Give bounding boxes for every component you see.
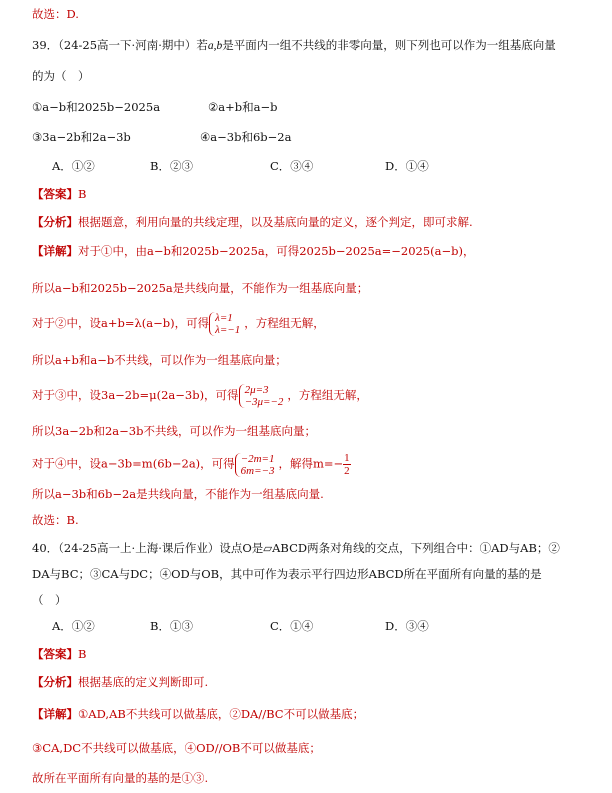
q39-option-b: B．②③: [150, 159, 193, 173]
q39-detail-3-eq1: λ=1: [215, 312, 233, 324]
q39-detail-5-eq2: −3μ=−2: [244, 396, 284, 408]
q39-detail-1-text: 对于①中，由a−b和2025b−2025a，可得2025b−2025a=−2025(a−b)，: [78, 244, 475, 258]
q39-analysis: [32, 214, 473, 230]
q39-detail-3-eq2: λ=−1: [215, 324, 241, 336]
q39-option-a: A．①②: [52, 159, 95, 173]
q40-analysis: [32, 674, 208, 690]
q39-detail-5-post: ，方程组无解，: [287, 388, 368, 402]
q39-detail-3-pre: 对于②中，设a+b=λ(a−b)，可得: [32, 316, 210, 330]
q39-detail-3: [32, 312, 325, 336]
q39-detail-2: 所以a−b和2025b−2025a是共线向量，不能作为一组基底向量；: [32, 281, 369, 295]
q40-answer: [32, 646, 86, 662]
q39-stem-vars: a,b: [207, 40, 223, 52]
q40-option-a: A．①②: [52, 619, 95, 633]
q40-option-c: C．①④: [270, 619, 314, 633]
q39-detail-3-post: ，方程组无解，: [244, 316, 325, 330]
q39-detail-7-system: [235, 453, 279, 477]
q39-analysis-label: 【分析】: [32, 215, 78, 229]
q39-item-2: ②a+b和a−b: [208, 100, 278, 114]
q40-detail-label: 【详解】: [32, 707, 78, 721]
q39-conclusion: 故选：B.: [32, 513, 79, 527]
q40-detail-2: ③CA,DC不共线可以做基底，④OD//OB不可以做基底；: [32, 741, 321, 755]
q39-item-4: ④a−3b和6b−2a: [200, 130, 292, 144]
q40-answer-label: 【答案】: [32, 647, 78, 661]
q39-stem-b: 是平面内一组不共线的非零向量，则下列也可以作为一组基底向量: [222, 38, 556, 52]
q39-number: 39．: [32, 38, 59, 52]
q39-detail-7-pre: 对于④中，设a−3b=m(6b−2a)，可得: [32, 456, 235, 471]
q40-analysis-label: 【分析】: [32, 675, 78, 689]
q40-option-b: B．①③: [150, 619, 193, 633]
q39-detail-6: 所以3a−2b和2a−3b不共线，可以作为一组基底向量；: [32, 424, 316, 438]
q39-detail-3-system: [209, 312, 244, 336]
q40-stem-line3: （ ）: [32, 593, 67, 607]
q40-number: 40．: [32, 541, 59, 555]
q39-answer-value: B: [78, 187, 87, 201]
q39-detail-7-eq1: −2m=1: [240, 452, 275, 465]
q39-frac-numerator: 1: [344, 452, 350, 464]
q39-detail-label: 【详解】: [32, 244, 78, 258]
q39-detail-7: [32, 452, 351, 477]
q39-analysis-text: 根据题意，利用向量的共线定理，以及基底向量的定义，逐个判定，即可求解.: [78, 215, 473, 229]
q40-detail-1: [32, 706, 364, 722]
q40-detail-3: 故所在平面所有向量的基的是①③.: [32, 771, 209, 785]
q39-detail-5-system: [239, 384, 288, 408]
q39-item-1: ①a−b和2025b−2025a: [32, 100, 161, 114]
q40-detail-1-text: ①AD,AB不共线可以做基底，②DA//BC不可以做基底；: [78, 707, 365, 721]
q40-answer-value: B: [78, 647, 87, 661]
q38-conclusion: 故选：D.: [32, 7, 79, 21]
q39-detail-4: 所以a+b和a−b不共线，可以作为一组基底向量；: [32, 353, 287, 367]
q39-detail-1: [32, 243, 475, 259]
q40-stem-1: 设点O是▱ABCD两条对角线的交点，下列组合中：①AD与AB；②: [219, 541, 560, 555]
q39-item-3: ③3a−2b和2a−3b: [32, 130, 131, 144]
q39-option-d: D．①④: [385, 159, 429, 173]
q39-frac-denominator: 2: [344, 465, 350, 477]
q39-option-c: C．③④: [270, 159, 314, 173]
q39-answer-label: 【答案】: [32, 187, 78, 201]
q39-detail-7-post: ，解得m=−: [278, 456, 344, 471]
q39-detail-5-pre: 对于③中，设3a−2b=μ(2a−3b)，可得: [32, 388, 239, 402]
q40-stem-line2: DA与BC；③CA与DC；④OD与OB，其中可作为表示平行四边形ABCD所在平面所有向量的基的是: [32, 567, 542, 581]
q39-stem-line2: 的为（ ）: [32, 69, 90, 83]
q39-answer: [32, 186, 86, 202]
q40-option-d: D．③④: [385, 619, 429, 633]
q39-stem-line1: [32, 37, 556, 54]
q40-stem-line1: [32, 540, 560, 556]
q39-detail-7-eq2: 6m=−3: [240, 464, 275, 477]
q39-detail-5: [32, 384, 368, 408]
q39-detail-8: 所以a−3b和6b−2a是共线向量，不能作为一组基底向量.: [32, 487, 324, 501]
q40-analysis-text: 根据基底的定义判断即可.: [78, 675, 209, 689]
q40-source: （24-25高一上·上海·课后作业）: [58, 541, 220, 555]
q39-stem-a: 若: [196, 38, 208, 52]
q39-source: （24-25高一下·河南·期中）: [58, 38, 197, 52]
q39-detail-5-eq1: 2μ=3: [244, 384, 269, 396]
q39-detail-7-fraction: [343, 452, 351, 477]
